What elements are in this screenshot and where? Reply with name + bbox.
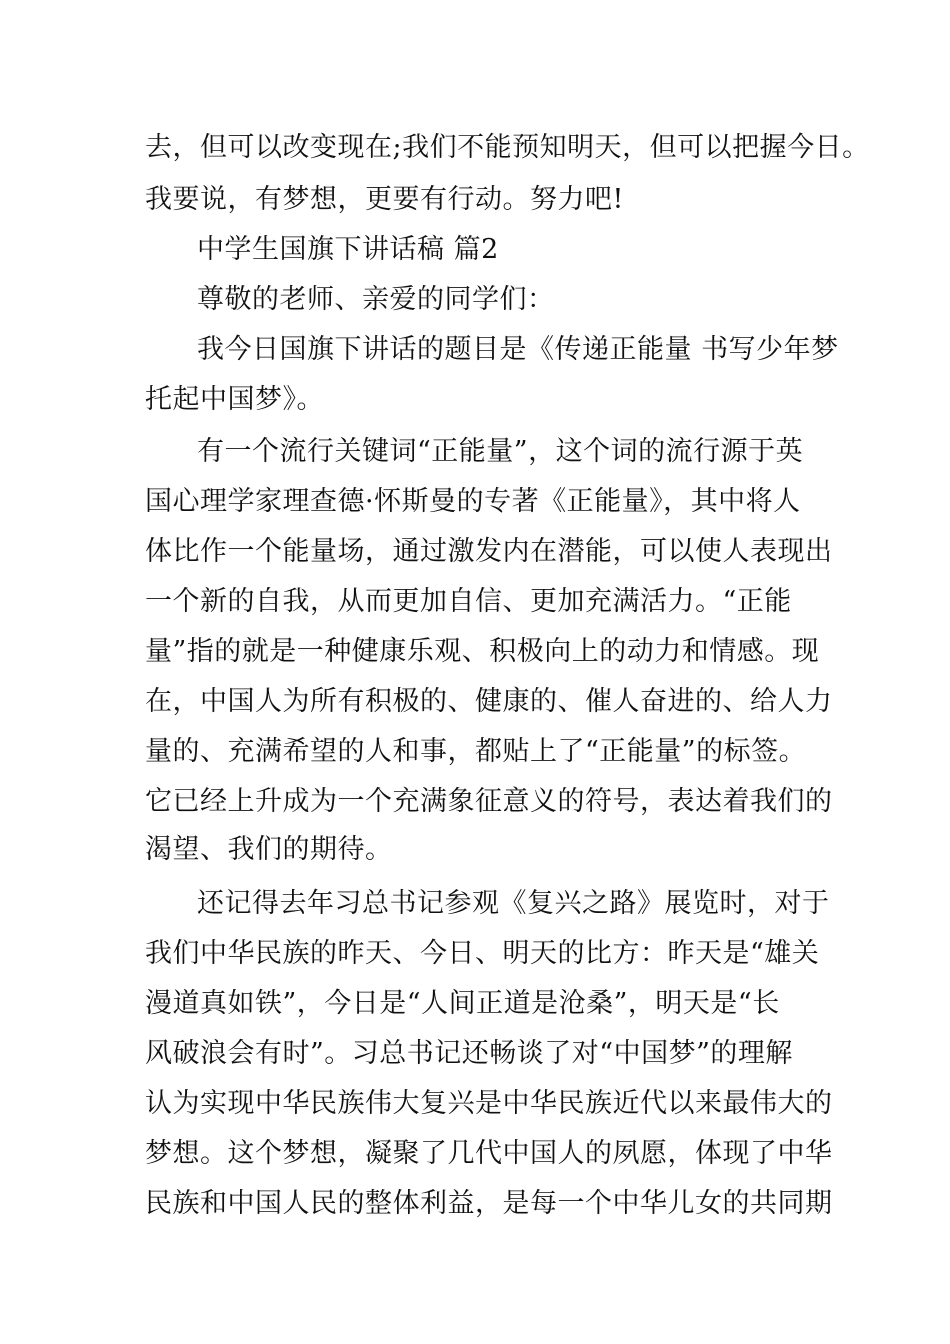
paragraph-line: 去，但可以改变现在;我们不能预知明天，但可以把握今日。 bbox=[145, 132, 870, 163]
paragraph-line: 梦想。这个梦想，凝聚了几代中国人的夙愿，体现了中华 bbox=[145, 1138, 833, 1169]
paragraph-line: 有一个流行关键词“正能量”，这个词的流行源于英 bbox=[197, 436, 804, 467]
paragraph-line: 体比作一个能量场，通过激发内在潜能，可以使人表现出 bbox=[145, 536, 833, 567]
paragraph-line: 国心理学家理查德·怀斯曼的专著《正能量》，其中将人 bbox=[145, 486, 801, 517]
paragraph-line: 我们中华民族的昨天、今日、明天的比方：昨天是“雄关 bbox=[145, 938, 820, 969]
salutation: 尊敬的老师、亲爱的同学们： bbox=[197, 284, 555, 315]
paragraph-line: 认为实现中华民族伟大复兴是中华民族近代以来最伟大的 bbox=[145, 1088, 833, 1119]
paragraph-line: 还记得去年习总书记参观《复兴之路》展览时，对于 bbox=[197, 888, 830, 919]
paragraph-line: 我今日国旗下讲话的题目是《传递正能量 书写少年梦 bbox=[197, 334, 839, 365]
paragraph-line: 民族和中国人民的整体利益，是每一个中华儿女的共同期 bbox=[145, 1188, 833, 1219]
section-heading: 中学生国旗下讲话稿 篇2 bbox=[197, 234, 499, 265]
paragraph-line: 漫道真如铁”，今日是“人间正道是沧桑”，明天是“长 bbox=[145, 988, 780, 1019]
paragraph-line: 量的、充满希望的人和事，都贴上了“正能量”的标签。 bbox=[145, 736, 807, 767]
paragraph-line: 一个新的自我，从而更加自信、更加充满活力。“正能 bbox=[145, 586, 792, 617]
paragraph-line: 它已经上升成为一个充满象征意义的符号，表达着我们的 bbox=[145, 786, 833, 817]
paragraph-line: 我要说，有梦想，更要有行动。努力吧! bbox=[145, 184, 624, 215]
paragraph-line: 风破浪会有时”。习总书记还畅谈了对“中国梦”的理解 bbox=[145, 1038, 793, 1069]
paragraph-line: 渴望、我们的期待。 bbox=[145, 834, 393, 865]
paragraph-line: 在，中国人为所有积极的、健康的、催人奋进的、给人力 bbox=[145, 686, 833, 717]
paragraph-line: 量”指的就是一种健康乐观、积极向上的动力和情感。现 bbox=[145, 636, 820, 667]
paragraph-line: 托起中国梦》。 bbox=[145, 384, 324, 415]
